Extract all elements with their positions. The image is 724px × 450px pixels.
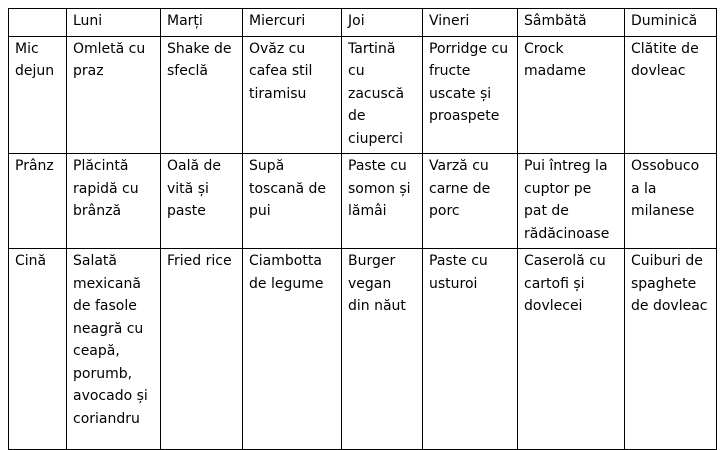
meal-cell: Oală de vită și paste — [161, 154, 243, 249]
meal-label-dinner: Cină — [9, 249, 67, 450]
meal-cell: Paste cu usturoi — [423, 249, 518, 450]
meal-cell: Shake de sfeclă — [161, 36, 243, 154]
meal-cell: Crock madame — [518, 36, 625, 154]
day-header-tuesday: Marți — [161, 9, 243, 37]
meal-cell: Ovăz cu cafea stil tiramisu — [243, 36, 342, 154]
header-row — [9, 9, 717, 37]
table-row — [9, 154, 717, 249]
table-row — [9, 249, 717, 450]
day-header-monday: Luni — [67, 9, 161, 37]
day-header-saturday: Sâmbătă — [518, 9, 625, 37]
meal-cell: Caserolă cu cartofi și dovlecei — [518, 249, 625, 450]
weekly-meal-plan-table — [8, 8, 717, 450]
corner-cell — [9, 9, 67, 37]
day-header-wednesday: Miercuri — [243, 9, 342, 37]
meal-cell: Burger vegan din năut — [342, 249, 423, 450]
meal-cell: Fried rice — [161, 249, 243, 450]
meal-label-breakfast: Mic dejun — [9, 36, 67, 154]
day-header-thursday: Joi — [342, 9, 423, 37]
meal-cell: Paste cu somon și lămâi — [342, 154, 423, 249]
meal-cell: Clătite de dovleac — [625, 36, 717, 154]
meal-cell: Cuiburi de spaghete de dovleac — [625, 249, 717, 450]
meal-cell: Tartină cu zacuscă de ciuperci — [342, 36, 423, 154]
meal-cell: Salată mexicană de fasole neagră cu ceapă, porumb, avocado și coriandru — [67, 249, 161, 450]
meal-cell: Omletă cu praz — [67, 36, 161, 154]
meal-cell: Plăcintă rapidă cu brânză — [67, 154, 161, 249]
meal-cell: Pui întreg la cuptor pe pat de rădăcinoase — [518, 154, 625, 249]
table-row — [9, 36, 717, 154]
meal-cell: Ciambotta de legume — [243, 249, 342, 450]
meal-cell: Supă toscană de pui — [243, 154, 342, 249]
meal-cell: Porridge cu fructe uscate și proaspete — [423, 36, 518, 154]
meal-label-lunch: Prânz — [9, 154, 67, 249]
meal-cell: Ossobuco a la milanese — [625, 154, 717, 249]
day-header-sunday: Duminică — [625, 9, 717, 37]
meal-cell: Varză cu carne de porc — [423, 154, 518, 249]
day-header-friday: Vineri — [423, 9, 518, 37]
